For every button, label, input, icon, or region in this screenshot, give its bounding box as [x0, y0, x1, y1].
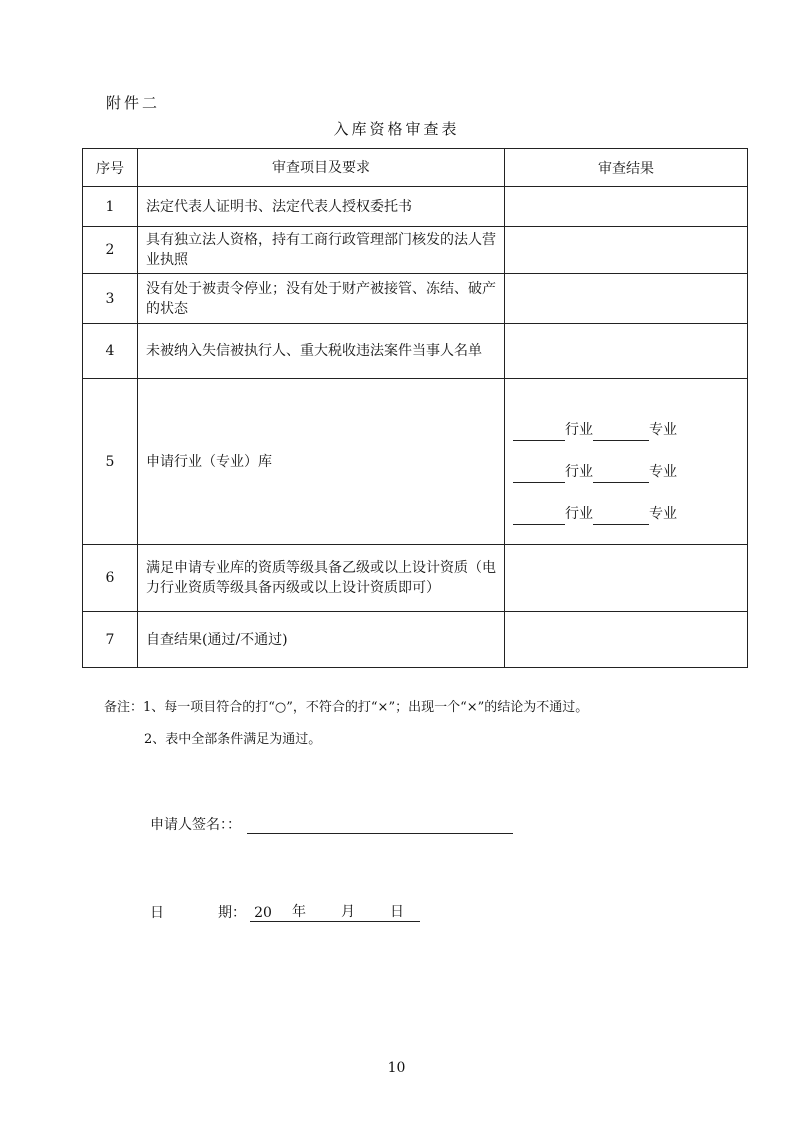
date-label-period: 期： [218, 905, 246, 921]
industry-label: 行业 [565, 421, 593, 438]
row-result-cell[interactable] [505, 612, 748, 668]
major-blank[interactable] [593, 462, 649, 483]
major-blank[interactable] [593, 420, 649, 441]
header-result: 审查结果 [505, 149, 748, 187]
major-blank[interactable] [593, 504, 649, 525]
table-header-row [83, 149, 748, 187]
major-label: 专业 [649, 505, 677, 522]
industry-line [505, 483, 747, 525]
year-prefix: 20 [254, 905, 272, 921]
row-result-cell[interactable] [505, 324, 748, 379]
table-row [83, 187, 748, 227]
table-row [83, 274, 748, 324]
day-label: 日 [390, 904, 404, 920]
row-number: 5 [83, 379, 138, 545]
row-item: 具有独立法人资格，持有工商行政管理部门核发的法人营业执照 [138, 227, 505, 274]
industry-blank[interactable] [513, 420, 565, 441]
remarks [104, 698, 588, 750]
signature-label: 申请人签名：： [150, 817, 241, 833]
major-label: 专业 [649, 463, 677, 480]
review-table [82, 148, 748, 668]
industry-line [505, 399, 747, 441]
industry-label: 行业 [565, 463, 593, 480]
row-item: 未被纳入失信被执行人、重大税收违法案件当事人名单 [138, 324, 505, 379]
row-item: 满足申请专业库的资质等级具备乙级或以上设计资质（电力行业资质等级具备丙级或以上设计资质即可） [138, 545, 505, 612]
table-row [83, 324, 748, 379]
industry-blank[interactable] [513, 462, 565, 483]
row-number: 1 [83, 187, 138, 227]
remark-line-1: 备注：1、每一项目符合的打“○”，不符合的打“×”；出现一个“×”的结论为不通过。 [104, 700, 589, 715]
industry-blank[interactable] [513, 504, 565, 525]
header-item: 审查项目及要求 [138, 149, 505, 187]
row-result-cell [505, 379, 748, 545]
row-number: 7 [83, 612, 138, 668]
row-number: 6 [83, 545, 138, 612]
table-row [83, 545, 748, 612]
table-row [83, 227, 748, 274]
row-result-cell[interactable] [505, 545, 748, 612]
row-result-cell[interactable] [505, 187, 748, 227]
row-number: 4 [83, 324, 138, 379]
major-label: 专业 [649, 421, 677, 438]
page-number: 10 [387, 1060, 406, 1076]
date-field[interactable] [250, 903, 420, 922]
row-number: 3 [83, 274, 138, 324]
table-row [83, 612, 748, 668]
signature-section [150, 814, 513, 834]
row-result-cell[interactable] [505, 227, 748, 274]
row-number: 2 [83, 227, 138, 274]
attachment-label: 附件二 [106, 94, 161, 112]
industry-line [505, 441, 747, 483]
date-section [150, 902, 420, 922]
year-label: 年 [292, 904, 306, 920]
row-item: 申请行业（专业）库 [138, 379, 505, 545]
industry-label: 行业 [565, 505, 593, 522]
month-label: 月 [341, 904, 355, 920]
signature-field[interactable] [247, 815, 513, 834]
remark-line-2: 2、表中全部条件满足为通过。 [144, 732, 322, 747]
date-label-day: 日 [150, 905, 164, 921]
row-item: 没有处于被责令停业；没有处于财产被接管、冻结、破产的状态 [138, 274, 505, 324]
table-row [83, 379, 748, 545]
row-result-cell[interactable] [505, 274, 748, 324]
row-item: 法定代表人证明书、法定代表人授权委托书 [138, 187, 505, 227]
header-number: 序号 [83, 149, 138, 187]
form-title: 入库资格审查表 [333, 120, 460, 138]
row-item: 自查结果(通过/不通过) [138, 612, 505, 668]
